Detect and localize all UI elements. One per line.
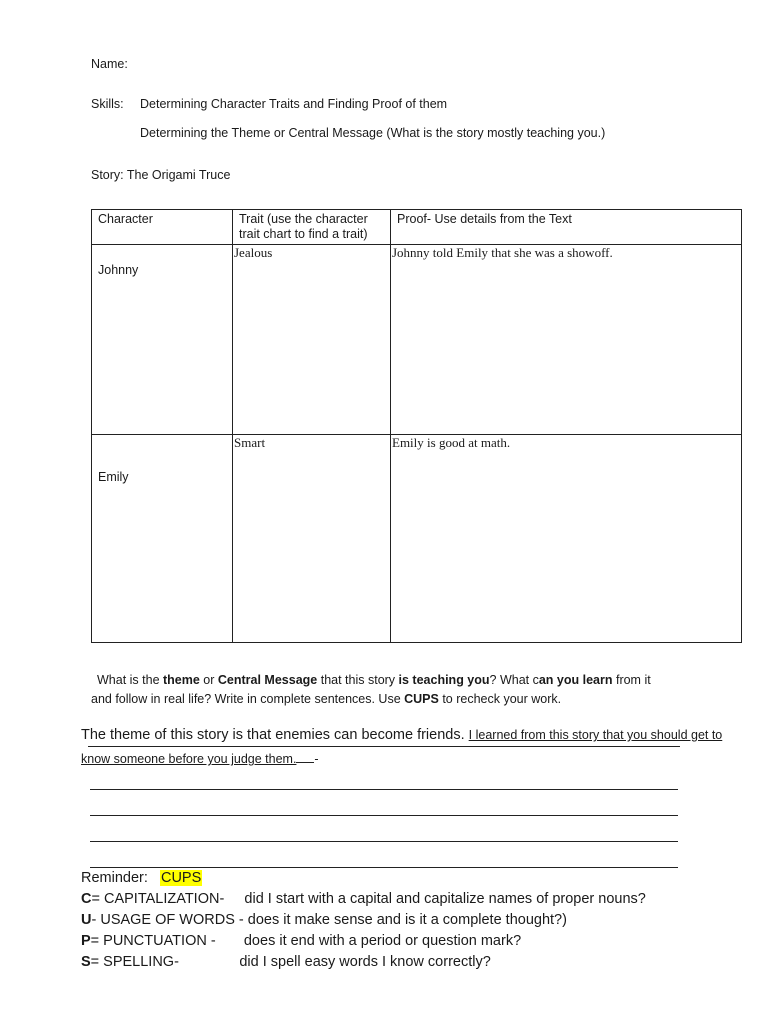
header-character: Character: [92, 210, 233, 245]
name-label: Name:: [91, 57, 128, 71]
proof-cell[interactable]: Johnny told Emily that she was a showoff.: [391, 245, 742, 435]
question-line-2: and follow in real life? Write in complete sentences. Use CUPS to recheck your work.: [91, 692, 562, 706]
character-trait-table: [91, 209, 742, 643]
answer-rule-1: [88, 746, 680, 747]
reminder-heading: Reminder: CUPS: [81, 870, 202, 886]
character-cell: Emily: [92, 435, 233, 643]
reminder-item-c: C= CAPITALIZATION- did I start with a capital and capitalize names of proper nouns?: [81, 891, 646, 907]
answer-line-1[interactable]: The theme of this story is that enemies can become friends. I learned from this story that you should get to: [81, 727, 723, 743]
answer-rule-4: [90, 841, 678, 842]
reminder-item-p: P= PUNCTUATION - does it end with a period or question mark?: [81, 933, 522, 949]
header-trait: Trait (use the character trait chart to find a trait): [233, 210, 391, 245]
proof-cell[interactable]: Emily is good at math.: [391, 435, 742, 643]
answer-line-2[interactable]: know someone before you judge them. -: [81, 752, 319, 766]
trait-cell[interactable]: Jealous: [233, 245, 391, 435]
answer-rule-3: [90, 815, 678, 816]
reminder-item-u: U- USAGE OF WORDS - does it make sense and is it a complete thought?): [81, 912, 567, 928]
header-proof: Proof- Use details from the Text: [391, 210, 742, 245]
answer-rule-2: [90, 789, 678, 790]
trait-cell[interactable]: Smart: [233, 435, 391, 643]
question-line-1: What is the theme or Central Message that this story is teaching you? What can you learn from it: [97, 673, 651, 687]
cups-highlight: CUPS: [160, 870, 202, 886]
reminder-item-s: S= SPELLING- did I spell easy words I know correctly?: [81, 954, 491, 970]
story-title: Story: The Origami Truce: [91, 168, 231, 182]
table-header-row: [92, 210, 742, 245]
table-row: [92, 245, 742, 435]
skills-label: Skills:: [91, 97, 124, 111]
table-row: [92, 435, 742, 643]
skill-2: Determining the Theme or Central Message (What is the story mostly teaching you.): [140, 126, 606, 140]
character-cell: Johnny: [92, 245, 233, 435]
answer-rule-5: [90, 867, 678, 868]
skill-1: Determining Character Traits and Finding Proof of them: [140, 97, 448, 111]
